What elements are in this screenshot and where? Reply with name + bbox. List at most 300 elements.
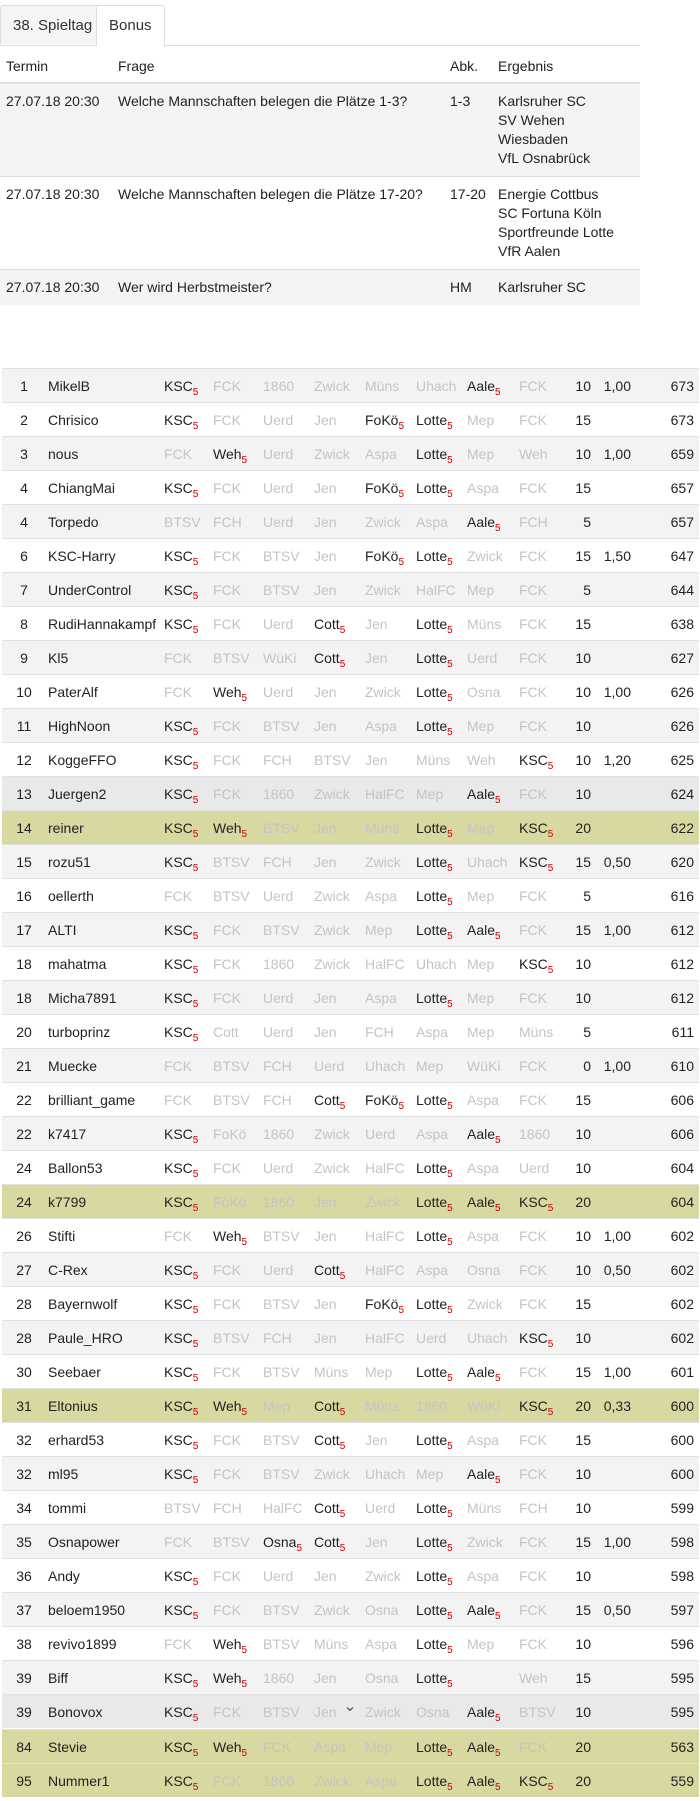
pick [467, 471, 519, 505]
pick [213, 879, 263, 913]
ranking-row[interactable] [2, 845, 699, 879]
pick [365, 1015, 416, 1049]
pick-points: 5 [547, 964, 554, 976]
pick-team: KSC [164, 717, 193, 734]
points: 15 [568, 913, 596, 947]
ranking-row[interactable] [2, 573, 699, 607]
pick-team: KSC [164, 1193, 193, 1210]
pick-points: 5 [192, 1270, 199, 1282]
pick [213, 1355, 263, 1389]
pick [263, 1185, 314, 1219]
pick [519, 1355, 568, 1389]
pick-team: KSC [164, 1669, 193, 1686]
ranking-row[interactable] [2, 913, 699, 947]
points: 15 [568, 1525, 596, 1559]
pick-team: Mep [467, 887, 495, 904]
pick-team: BTSV [263, 581, 300, 598]
points: 15 [568, 403, 596, 437]
pick-team: Mep [467, 955, 495, 972]
player-name: RudiHannakampf [46, 607, 164, 641]
pick-team: FoKö [365, 479, 399, 496]
pick-team: KSC [519, 1397, 548, 1414]
ranking-row[interactable] [2, 1730, 699, 1764]
pick-team: HalFC [263, 1499, 303, 1516]
pick [263, 675, 314, 709]
pick [263, 607, 314, 641]
pick [314, 1491, 365, 1525]
ranking-row[interactable] [2, 1355, 699, 1389]
ranking-row[interactable] [2, 1287, 699, 1321]
points: 5 [568, 505, 596, 539]
pick [314, 1083, 365, 1117]
ranking-row[interactable] [2, 1083, 699, 1117]
pick-team: Weh [213, 1738, 242, 1755]
pick-team: FCK [519, 1738, 547, 1755]
pick-team: Uerd [263, 445, 294, 462]
ranking-row[interactable] [2, 1593, 699, 1627]
pick-team: Jen [365, 1533, 388, 1550]
points: 5 [568, 573, 596, 607]
pick [365, 981, 416, 1015]
tab-bonus[interactable]: Bonus [96, 5, 165, 46]
pick [164, 1389, 213, 1423]
ranking-row[interactable] [2, 981, 699, 1015]
ranking-row[interactable] [2, 1764, 699, 1798]
pick [365, 1457, 416, 1491]
pick-team: Zwick [365, 1193, 401, 1210]
pick-team: BTSV [213, 1091, 250, 1108]
pick [314, 811, 365, 845]
pick [416, 505, 467, 539]
pick-team: Osna [365, 1669, 399, 1686]
pick [213, 1457, 263, 1491]
pick [314, 1185, 365, 1219]
bonus-points: 1,00 [596, 1355, 636, 1389]
pick-team: KSC [519, 819, 548, 836]
pick-points: 5 [447, 658, 453, 670]
pick-team: FCK [213, 1772, 241, 1789]
pick-team: BTSV [263, 1363, 300, 1380]
pick-points: 5 [192, 1576, 199, 1588]
pick-team: FCK [213, 717, 241, 734]
pick [365, 1219, 416, 1253]
pick-team: Müns [314, 1635, 349, 1652]
pick [416, 1559, 467, 1593]
pick [519, 1525, 568, 1559]
player-name: Kl5 [46, 641, 164, 675]
total-points: 657 [636, 505, 699, 539]
total-points: 563 [636, 1730, 699, 1764]
player-name: UnderControl [46, 573, 164, 607]
pick-team: Lotte [416, 1567, 448, 1584]
pick [365, 947, 416, 981]
pick [519, 641, 568, 675]
pick [164, 743, 213, 777]
pick-team: Aale [467, 1363, 496, 1380]
pick [365, 1253, 416, 1287]
pick [164, 709, 213, 743]
pick [416, 1593, 467, 1627]
pick [467, 1389, 519, 1423]
rank: 36 [2, 1559, 46, 1593]
pick [416, 403, 467, 437]
points: 5 [568, 879, 596, 913]
rank: 22 [2, 1083, 46, 1117]
pick [314, 1559, 365, 1593]
bonus-points [596, 1015, 636, 1049]
ranking-row[interactable] [2, 471, 699, 505]
total-points: 602 [636, 1321, 699, 1355]
pick-points: 5 [192, 420, 199, 432]
total-points: 612 [636, 981, 699, 1015]
ranking-row[interactable] [2, 437, 699, 471]
ranking-row[interactable] [2, 1049, 699, 1083]
pick-team: Cott [314, 649, 340, 666]
pick-team: FCK [213, 1703, 241, 1720]
bonus-points: 0,50 [596, 1593, 636, 1627]
pick-team: Mep [467, 1635, 495, 1652]
ranking-row[interactable] [2, 369, 699, 403]
pick-team: FCK [164, 649, 192, 666]
pick [365, 1695, 416, 1729]
pick-team: Zwick [365, 581, 401, 598]
pick-team: Aspa [416, 1125, 448, 1142]
pick-team: Uerd [263, 479, 294, 496]
pick-points: 5 [339, 1508, 346, 1520]
rank: 22 [2, 1117, 46, 1151]
pick-team: Jen [314, 547, 337, 564]
ranking-row[interactable] [2, 675, 699, 709]
ranking-row[interactable] [2, 539, 699, 573]
bonus-points [596, 947, 636, 981]
pick-team: FCK [519, 581, 547, 598]
pick-team: FCK [519, 1227, 547, 1244]
pick-team: Zwick [314, 1125, 350, 1142]
rank: 27 [2, 1253, 46, 1287]
pick-team: Lotte [416, 1601, 448, 1618]
pick-team: Aale [467, 1738, 496, 1755]
pick-team: Zwick [365, 853, 401, 870]
points: 10 [568, 1151, 596, 1185]
pick [164, 641, 213, 675]
pick [416, 845, 467, 879]
pick [263, 403, 314, 437]
pick-team: FCK [213, 1567, 241, 1584]
pick-team: KSC [164, 581, 193, 598]
points: 10 [568, 709, 596, 743]
abk: 1-3 [444, 83, 492, 177]
pick-team: Aale [467, 785, 496, 802]
ranking-row[interactable] [2, 1627, 699, 1661]
pick-points: 5 [192, 794, 199, 806]
pick-points: 5 [547, 1406, 554, 1418]
ranking-row[interactable] [2, 1185, 699, 1219]
pick [314, 641, 365, 675]
pick-team: BTSV [263, 1601, 300, 1618]
rank: 4 [2, 505, 46, 539]
ranking-row[interactable] [2, 641, 699, 675]
pick [416, 1661, 467, 1695]
ranking-row[interactable] [2, 709, 699, 743]
pick-team: Uerd [416, 1329, 447, 1346]
pick-team: FCK [519, 377, 547, 394]
pick-team: Lotte [416, 853, 448, 870]
chevron-down-icon[interactable]: ⌄ [343, 1698, 357, 1715]
pick-team: KSC [164, 1295, 193, 1312]
tab-bar [0, 5, 640, 46]
points: 10 [568, 1117, 596, 1151]
ranking-row[interactable] [2, 777, 699, 811]
ranking-row[interactable] [2, 1661, 699, 1695]
pick [467, 1151, 519, 1185]
pick-team: KSC [519, 955, 548, 972]
bonus-points: 1,00 [596, 913, 636, 947]
pick [314, 1321, 365, 1355]
pick [365, 573, 416, 607]
pick-team: Uhach [467, 853, 508, 870]
points: 20 [568, 1730, 596, 1764]
pick [164, 1661, 213, 1695]
pick [365, 1287, 416, 1321]
abk: 17-20 [444, 177, 492, 270]
pick-points: 5 [192, 386, 199, 398]
pick-team: Müns [365, 377, 400, 394]
pick-team: Zwick [467, 547, 503, 564]
pick-points: 5 [495, 1781, 501, 1793]
pick-team: Uerd [314, 1057, 345, 1074]
pick [213, 1764, 263, 1798]
pick-team: FCK [519, 1057, 547, 1074]
pick-team: Uerd [263, 1023, 294, 1040]
ranking-row[interactable] [2, 743, 699, 777]
pick [164, 1117, 213, 1151]
ranking-row[interactable] [2, 1559, 699, 1593]
bonus-points [596, 1559, 636, 1593]
pick-team: Mep [263, 1397, 291, 1414]
pick [314, 1525, 365, 1559]
pick [365, 369, 416, 403]
pick-team: Lotte [416, 479, 448, 496]
ergebnis-team: Karlsruher SC [498, 279, 586, 295]
points: 10 [568, 981, 596, 1015]
pick [164, 1457, 213, 1491]
pick-team: Mep [467, 819, 495, 836]
pick-points: 5 [192, 1610, 199, 1622]
bonus-points [596, 573, 636, 607]
rank: 20 [2, 1015, 46, 1049]
pick-points: 5 [339, 624, 346, 636]
pick-team: BTSV [263, 547, 300, 564]
rank: 24 [2, 1151, 46, 1185]
pick [263, 1423, 314, 1457]
pick-points: 5 [339, 1406, 346, 1418]
ranking-row[interactable] [2, 607, 699, 641]
rank: 37 [2, 1593, 46, 1627]
pick-points: 5 [495, 1134, 501, 1146]
pick-team: Mep [467, 445, 495, 462]
pick [416, 1764, 467, 1798]
pick-team: Müns [467, 1499, 502, 1516]
pick [416, 539, 467, 573]
pick-points: 5 [241, 1644, 248, 1656]
ranking-row[interactable] [2, 1389, 699, 1423]
ergebnis [492, 83, 640, 177]
ranking-row[interactable] [2, 1525, 699, 1559]
pick [467, 845, 519, 879]
pick-team: Lotte [416, 1159, 448, 1176]
pick-team: Aale [467, 921, 496, 938]
pick [467, 675, 519, 709]
player-name: k7417 [46, 1117, 164, 1151]
pick-team: Weh [519, 445, 548, 462]
pick-team: Jen [314, 1329, 337, 1346]
pick [467, 981, 519, 1015]
ranking-row[interactable] [2, 1457, 699, 1491]
ranking-row[interactable] [2, 1117, 699, 1151]
total-points: 602 [636, 1287, 699, 1321]
pick-team: FCK [213, 921, 241, 938]
pick-team: Uerd [365, 1125, 396, 1142]
pick-points: 5 [447, 1304, 453, 1316]
ranking-row[interactable] [2, 1015, 699, 1049]
bonus-points [596, 1661, 636, 1695]
player-name: Juergen2 [46, 777, 164, 811]
pick-points: 5 [495, 1747, 501, 1759]
points: 10 [568, 1627, 596, 1661]
points: 10 [568, 1695, 596, 1729]
bonus-points [596, 1287, 636, 1321]
pick-team: FCK [164, 1635, 192, 1652]
points: 10 [568, 437, 596, 471]
ranking-row[interactable] [2, 1491, 699, 1525]
pick-team: FoKö [213, 1193, 247, 1210]
pick [365, 505, 416, 539]
ranking-row[interactable] [2, 505, 699, 539]
pick [416, 1491, 467, 1525]
ranking-row[interactable] [2, 947, 699, 981]
pick-team: Mep [467, 1023, 495, 1040]
pick [213, 1253, 263, 1287]
total-points: 598 [636, 1525, 699, 1559]
pick [467, 743, 519, 777]
pick [164, 1593, 213, 1627]
pick [314, 1457, 365, 1491]
ranking-row[interactable] [2, 1151, 699, 1185]
ranking-row[interactable] [2, 403, 699, 437]
pick [416, 1423, 467, 1457]
bonus-points [596, 1321, 636, 1355]
ranking-row[interactable] [2, 1321, 699, 1355]
rank: 17 [2, 913, 46, 947]
player-name: HighNoon [46, 709, 164, 743]
pick [213, 1117, 263, 1151]
pick [213, 403, 263, 437]
pick [365, 743, 416, 777]
bonus-points: 1,00 [596, 369, 636, 403]
pick-points: 5 [192, 1406, 199, 1418]
pick-team: FCK [213, 1363, 241, 1380]
tab-spieltag[interactable]: 38. Spieltag [0, 5, 105, 44]
pick-team: FCK [213, 547, 241, 564]
ranking-row[interactable] [2, 879, 699, 913]
pick-team: 1860 [263, 1772, 295, 1789]
pick-team: Weh [213, 1669, 242, 1686]
pick-team: Uerd [263, 411, 294, 428]
pick-team: BTSV [263, 1227, 300, 1244]
bonus-points [596, 811, 636, 845]
pick-team: Uerd [263, 1159, 294, 1176]
pick-team: Jen [314, 581, 337, 598]
player-name: Bayernwolf [46, 1287, 164, 1321]
pick-team: KSC [164, 1363, 193, 1380]
pick-team: KSC [164, 751, 193, 768]
pick [467, 505, 519, 539]
total-points: 657 [636, 471, 699, 505]
pick-team: 1860 [416, 1397, 448, 1414]
ranking-row[interactable] [2, 1253, 699, 1287]
pick [416, 777, 467, 811]
rank: 32 [2, 1423, 46, 1457]
pick [314, 1764, 365, 1798]
pick-team: Uerd [263, 683, 294, 700]
total-points: 600 [636, 1457, 699, 1491]
ergebnis-team: VfR Aalen [498, 243, 561, 259]
pick-team: Müns [467, 615, 502, 632]
pick-team: Lotte [416, 1227, 448, 1244]
pick [416, 1355, 467, 1389]
pick-points: 5 [192, 828, 199, 840]
bonus-points [596, 607, 636, 641]
bonus-points: 1,20 [596, 743, 636, 777]
ranking-table [2, 368, 699, 1728]
pick [263, 1627, 314, 1661]
ranking-row[interactable] [2, 811, 699, 845]
pick-team: BTSV [213, 1057, 250, 1074]
bonus-row [0, 270, 640, 306]
rank: 8 [2, 607, 46, 641]
ranking-row[interactable] [2, 1219, 699, 1253]
pick [164, 1253, 213, 1287]
ranking-row[interactable] [2, 1423, 699, 1457]
pick [416, 1321, 467, 1355]
pick-points: 5 [192, 1678, 199, 1690]
pick-team: BTSV [263, 819, 300, 836]
pick [213, 607, 263, 641]
pick [164, 1049, 213, 1083]
pick [365, 675, 416, 709]
pick-points: 5 [495, 930, 501, 942]
bonus-points: 0,50 [596, 845, 636, 879]
pick-team: Lotte [416, 683, 448, 700]
pick-team: FCH [365, 1023, 394, 1040]
pick-points: 5 [398, 1100, 405, 1112]
pick [314, 777, 365, 811]
pick-points: 5 [398, 420, 405, 432]
points: 10 [568, 947, 596, 981]
pick [416, 913, 467, 947]
pick-team: Uerd [263, 1261, 294, 1278]
pick-team: Uhach [467, 1329, 508, 1346]
rank: 38 [2, 1627, 46, 1661]
pick-team: FCK [213, 785, 241, 802]
col-termin: Termin [0, 49, 112, 83]
pick-team: Aspa [314, 1738, 346, 1755]
pick-team: KSC [164, 785, 193, 802]
total-points: 599 [636, 1491, 699, 1525]
pick-team: FCK [213, 1601, 241, 1618]
pick-team: HalFC [365, 1329, 405, 1346]
pick-points: 5 [495, 1712, 501, 1724]
